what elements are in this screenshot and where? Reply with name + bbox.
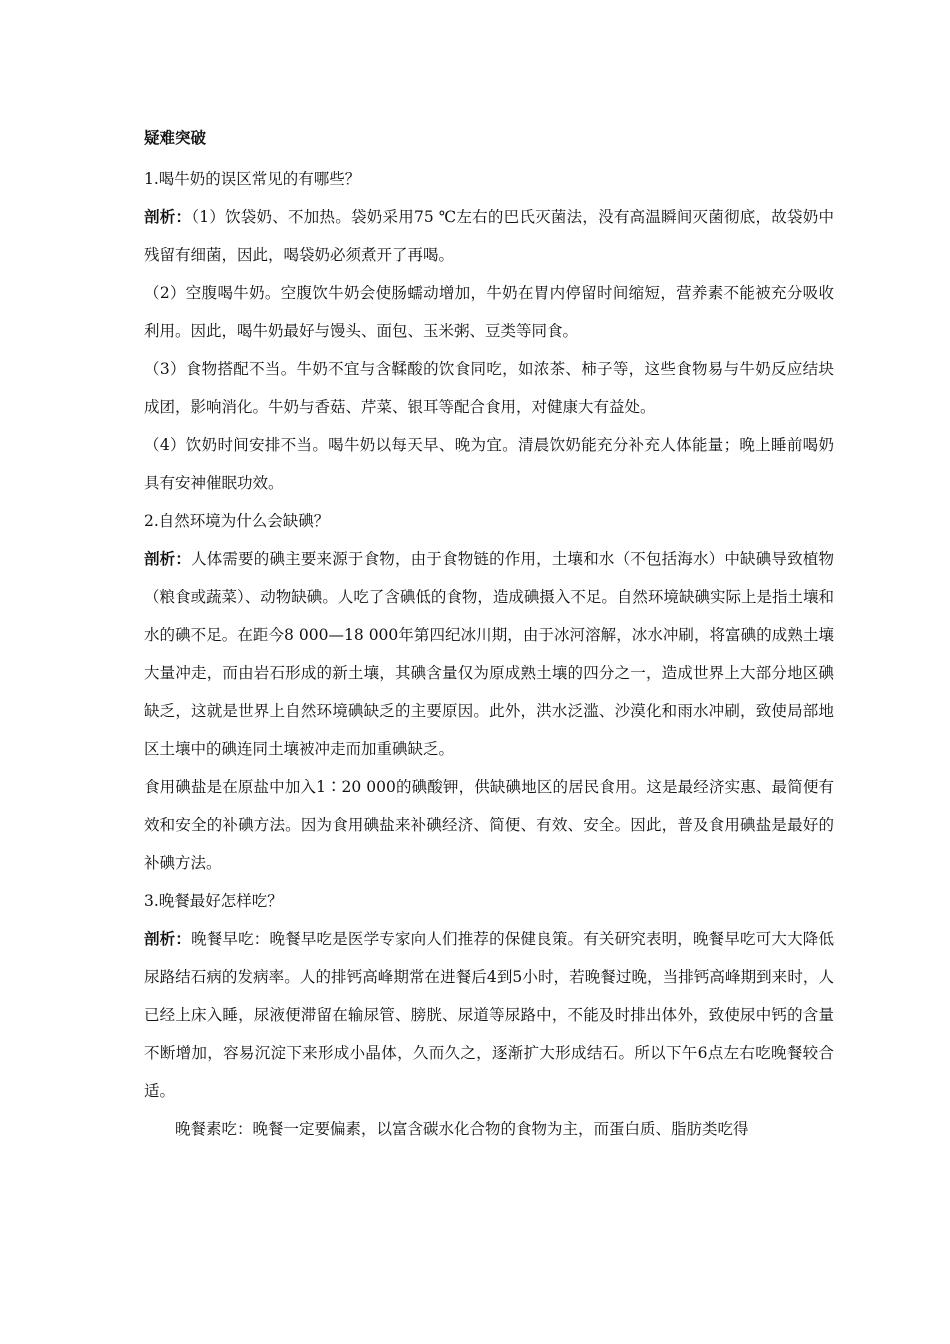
q1-answer-4: （4）饮奶时间安排不当。喝牛奶以每天早、晚为宜。清晨饮奶能充分补充人体能量；晚上睡前喝奶具有安神催眠功效。 xyxy=(144,436,834,492)
q2-answer-2: 食用碘盐是在原盐中加入1∶20 000的碘酸钾，供缺碘地区的居民食用。这是最经济实惠、最简便有效和安全的补碘方法。因为食用碘盐来补碘经济、简便、有效、安全。因此，普及食用碘盐是最好的补碘方法。 xyxy=(144,778,834,872)
q3-answer-1-text: 晚餐早吃：晚餐早吃是医学专家向人们推荐的保健良策。有关研究表明，晚餐早吃可大大降低尿路结石病的发病率。人的排钙高峰期常在进餐后4到5小时，若晚餐过晚，当排钙高峰期到来时，人已经上床入睡，尿液便滞留在输尿管、膀胱、尿道等尿路中，不能及时排出体外，致使尿中钙的含量不断增加，容易沉淀下来形成小晶体，久而久之，逐渐扩大形成结石。所以下午6点左右吃晚餐较合适。 xyxy=(144,930,834,1100)
q3-answer-1 xyxy=(144,920,834,1110)
q3-answer-2: 晚餐素吃：晚餐一定要偏素，以富含碳水化合物的食物为主，而蛋白质、脂肪类吃得 xyxy=(175,1120,749,1138)
analysis-label: 剖析： xyxy=(144,929,192,948)
section-title: 疑难突破 xyxy=(144,128,207,147)
q1-answer-1-text: （1）饮袋奶、不加热。袋奶采用75 ℃左右的巴氏灭菌法，没有高温瞬间灭菌彻底，故袋奶中残留有细菌，因此，喝袋奶必须煮开了再喝。 xyxy=(144,208,834,264)
q2-answer-1-text: 人体需要的碘主要来源于食物，由于食物链的作用，土壤和水（不包括海水）中缺碘导致植物（粮食或蔬菜）、动物缺碘。人吃了含碘低的食物，造成碘摄入不足。自然环境缺碘实际上是指土壤和水的碘不足。在距今8 000—18 000年第四纪冰川期，由于冰河溶解，冰水冲刷，将富碘的成熟土壤大量冲走，而由岩石形成的新土壤，其碘含量仅为原成熟土壤的四分之一，造成世界上大部分地区碘缺乏，这就是世界上自然环境碘缺乏的主要原因。此外，洪水泛滥、沙漠化和雨水冲刷，致使局部地区土壤中的碘连同土壤被冲走而加重碘缺乏。 xyxy=(144,550,834,758)
question-2: 2.自然环境为什么会缺碘？ xyxy=(144,512,330,530)
q1-answer-2: （2）空腹喝牛奶。空腹饮牛奶会使肠蠕动增加，牛奶在胃内停留时间缩短，营养素不能被充分吸收利用。因此，喝牛奶最好与馒头、面包、玉米粥、豆类等同食。 xyxy=(144,284,834,340)
q1-answer-3: （3）食物搭配不当。牛奶不宜与含鞣酸的饮食同吃，如浓茶、柿子等，这些食物易与牛奶反应结块成团，影响消化。牛奶与香菇、芹菜、银耳等配合食用，对健康大有益处。 xyxy=(144,360,834,416)
question-3: 3.晚餐最好怎样吃？ xyxy=(144,892,283,910)
q1-answer-1 xyxy=(144,198,834,274)
question-1: 1.喝牛奶的误区常见的有哪些？ xyxy=(144,170,361,188)
q2-answer-1 xyxy=(144,540,834,768)
analysis-label: 剖析： xyxy=(144,549,192,568)
document-body xyxy=(144,120,834,1148)
analysis-label: 剖析： xyxy=(144,207,192,226)
